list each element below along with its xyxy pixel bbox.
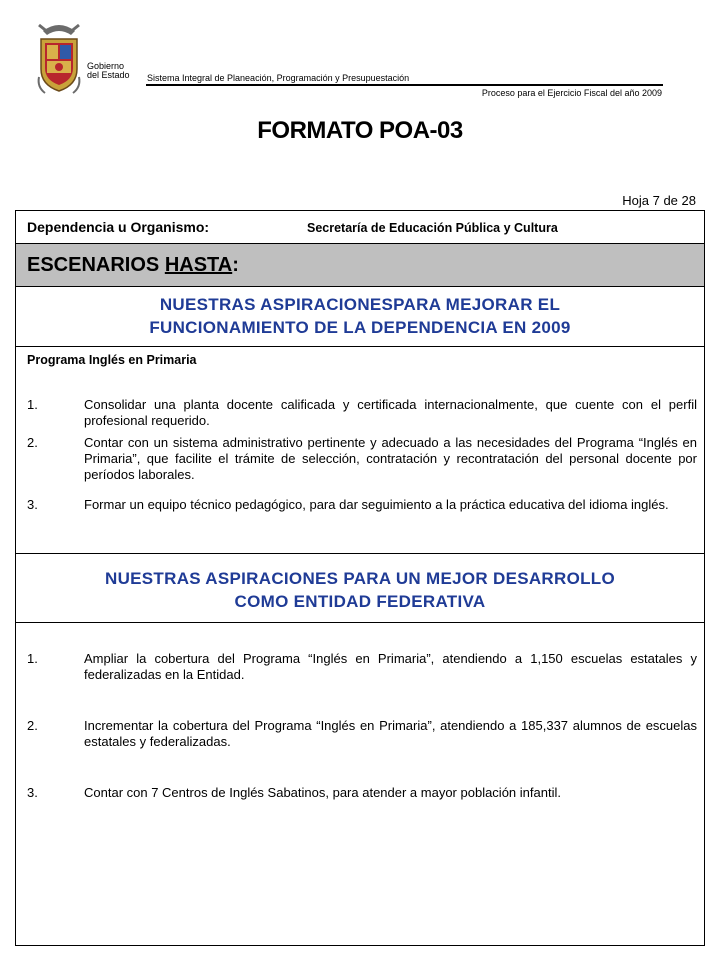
list-item-number: 3. — [27, 497, 38, 512]
gobierno-line-1: Gobierno — [87, 61, 125, 71]
dependency-aspirations-line-1: NUESTRAS ASPIRACIONESPARA MEJORAR EL — [159, 295, 561, 314]
scenarios-band — [16, 244, 704, 287]
dependency-aspirations-line-2: FUNCIONAMIENTO DE LA DEPENDENCIA EN 2009 — [149, 318, 571, 337]
dependency-aspirations-heading-row — [16, 287, 704, 347]
entity-aspirations-line-1: NUESTRAS ASPIRACIONES PARA UN MEJOR DESARROLLO — [105, 569, 615, 588]
page-counter: Hoja 7 de 28 — [622, 193, 696, 208]
list-item-number: 2. — [27, 435, 38, 450]
system-name: Sistema Integral de Planeación, Programación y Presupuestación — [147, 73, 410, 83]
page-title: FORMATO POA-03 — [257, 117, 463, 144]
list-item-number: 2. — [27, 718, 38, 733]
list-item-text: Contar con un sistema administrativo pertinente y adecuado a las necesidades del Programa “Inglés en Primaria”, que facilite el trámite de selección, contratación y recontratación del personal docente por períodos laborales. — [84, 435, 697, 482]
gobierno-del-estado-label — [87, 62, 130, 80]
list-item-text: Ampliar la cobertura del Programa “Inglés en Primaria”, atendiendo a 1,150 escuelas estatales y federalizadas en la Entidad. — [84, 651, 697, 682]
list-item — [27, 397, 697, 429]
scenarios-heading — [27, 254, 239, 277]
list-item-text: Consolidar una planta docente calificada y certificada internacionalmente, que cuente con el perfil profesional requerido. — [84, 397, 697, 428]
list-item-text: Incrementar la cobertura del Programa “Inglés en Primaria”, atendiendo a 185,337 alumnos de escuelas estatales y federalizadas. — [84, 718, 697, 749]
form-frame — [15, 210, 705, 946]
program-section — [16, 347, 704, 554]
dependency-row — [16, 211, 704, 244]
list-item — [27, 497, 697, 513]
scenarios-prefix: ESCENARIOS — [27, 254, 165, 276]
document-header — [0, 0, 720, 110]
entity-aspirations-line-2: COMO ENTIDAD FEDERATIVA — [234, 592, 486, 611]
dependency-value: Secretaría de Educación Pública y Cultura — [307, 221, 558, 235]
list-item — [27, 435, 697, 483]
list-item-number: 1. — [27, 651, 38, 666]
header-divider — [146, 84, 663, 86]
scenarios-underlined: HASTA — [164, 254, 233, 276]
list-item — [27, 785, 697, 801]
list-item-number: 3. — [27, 785, 38, 800]
list-item-number: 1. — [27, 397, 38, 412]
scenarios-suffix: : — [232, 254, 239, 276]
state-coat-of-arms-icon — [35, 17, 83, 95]
fiscal-process-label: Proceso para el Ejercicio Fiscal del año 2009 — [481, 88, 662, 98]
list-item — [27, 651, 697, 683]
list-item-text: Formar un equipo técnico pedagógico, para dar seguimiento a la práctica educativa del idioma inglés. — [84, 497, 669, 512]
dependency-label: Dependencia u Organismo: — [27, 219, 210, 235]
entity-aspirations-heading-row — [16, 554, 704, 623]
program-title: Programa Inglés en Primaria — [27, 353, 197, 367]
list-item-text: Contar con 7 Centros de Inglés Sabatinos, para atender a mayor población infantil. — [84, 785, 561, 800]
list-item — [27, 718, 697, 750]
gobierno-line-2: del Estado — [87, 70, 130, 80]
